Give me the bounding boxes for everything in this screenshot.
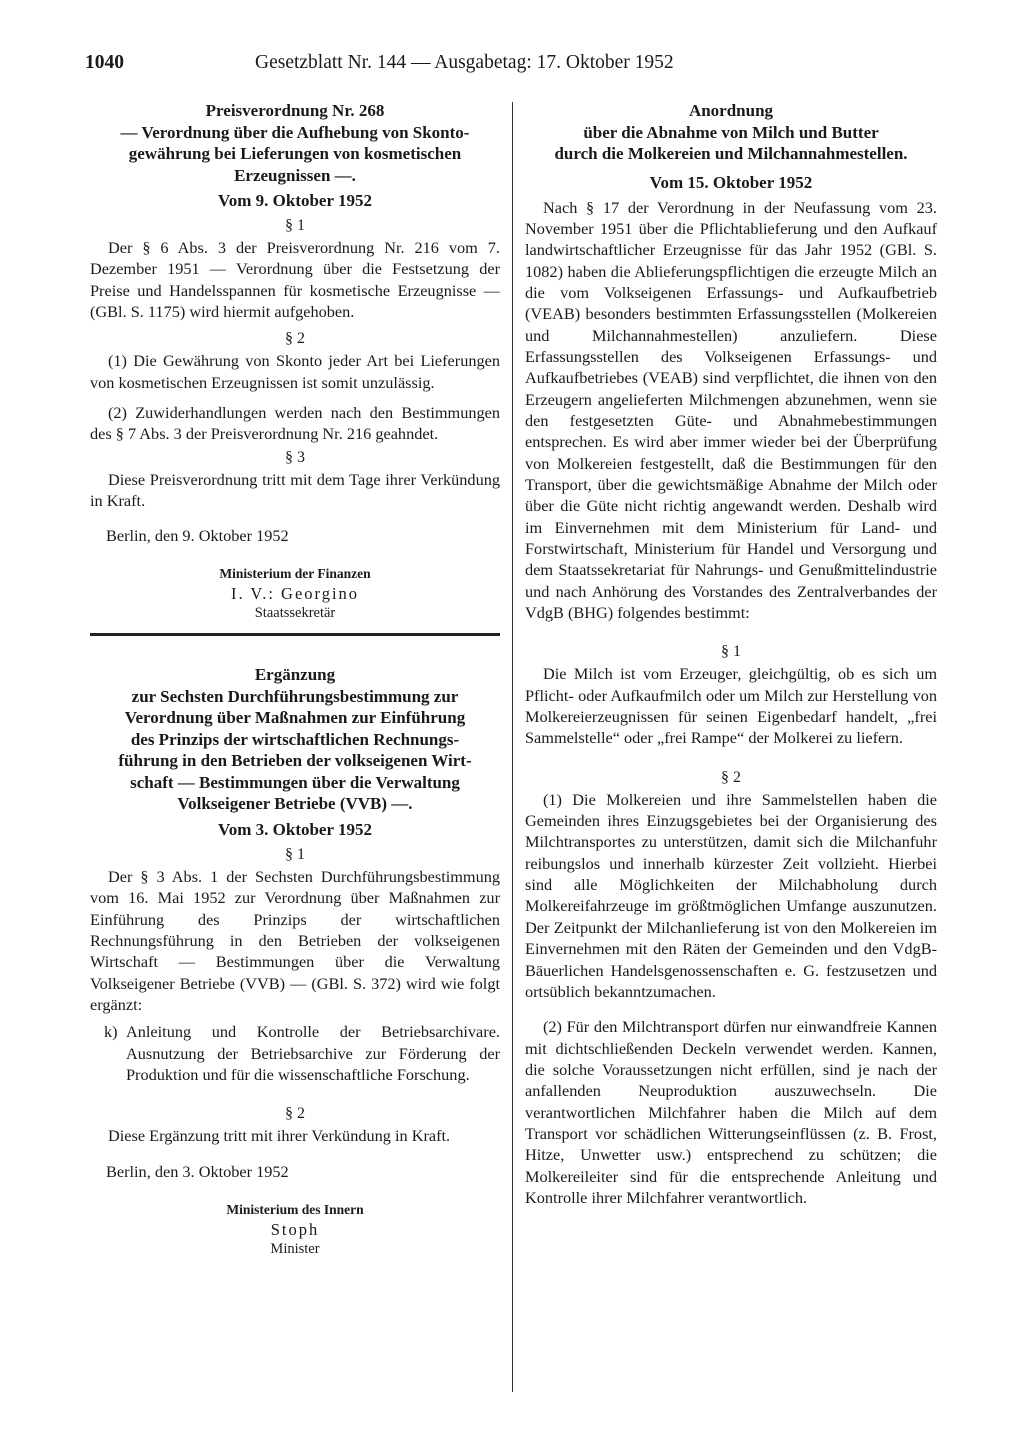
doc-date: Vom 15. Oktober 1952 — [649, 172, 813, 192]
signer-role: Minister — [270, 1240, 320, 1257]
section-heading: § 1 — [721, 643, 741, 661]
place-date: Berlin, den 3. Oktober 1952 — [106, 1161, 289, 1181]
decree-supplement — [90, 664, 500, 1258]
doc-date: Vom 9. Oktober 1952 — [218, 191, 372, 210]
section-text: (1) Die Molkereien und ihre Sammelstellen haben die Gemeinden ihres Einzugsgebietes bei der Organisierung des Milchtransportes zu unterstützen, damit sich die Milchanfuhr reibungslos und innerhalb kürzester Zeit vollzieht. Hierbei sind alle Möglichkeiten der Milchabholung durch Molkereifahrzeuge im größtmöglichen Umfange auszunutzen. Der Zeitpunkt der Milchanlieferung ist von den Molkereien im Einvernehmen mit den Räten der Gemeinden und den VdgB-Bäuerlichen Handelsgenossenschaften e. G. festzusetzen und ortsüblich bekanntzumachen. — [525, 789, 937, 1001]
order-milk-butter — [525, 100, 937, 1208]
section-text: Diese Preisverordnung tritt mit dem Tage ihrer Verkündung in Kraft. — [90, 469, 500, 511]
doc-title: Ergänzung zur Sechsten Durchführungsbestimmung zur Verordnung über Maßnahmen zur Einführung des Prinzips der wirtschaftlichen Rechnungs- führung in den Betrieben der volkseigenen Wirt- schaft — Bestimmungen über die Verwaltung Volkseigener Betriebe (VVB) —. — [118, 665, 472, 814]
right-column — [525, 100, 937, 1208]
signer-name: Stoph — [270, 1219, 320, 1239]
section-text: Der § 3 Abs. 1 der Sechsten Durchführungsbestimmung vom 16. Mai 1952 zur Verordnung über Maßnahmen zur Einführung des Prinzips der wirtschaftlichen Rechnungsführung in den Betrieben der volkseigenen Wirtschaft — Bestimmungen über die Verwaltung Volkseigener Betriebe (VVB) — (GBl. S. 372) wird wie folgt ergänzt: — [90, 866, 500, 1014]
section-text: Die Milch ist vom Erzeuger, gleichgültig, ob es sich um Pflicht- oder Aufkaufmilch oder um Milch zur Herstellung von Molkereierzeugnissen für seinen Eigenbedarf handelt, „frei Sammelstelle“ oder „frei Rampe“ der Molkerei zu liefern. — [525, 664, 937, 748]
ministry-name: Ministerium des Innern — [226, 1201, 364, 1217]
doc-title: Anordnung über die Abnahme von Milch und Butter durch die Molkereien und Milchannahmestellen. — [554, 101, 908, 163]
section-text: (2) Für den Milchtransport dürfen nur einwandfreie Kannen mit dichtschließenden Deckeln verwendet werden. Kannen, die solche Voraussetzungen nicht erfüllen, sind je nach der anfallenden Neuproduktion auszuwechseln. Die verantwortlichen Milchfahrer haben die Milch auf dem Transport vor schädlichen Witterungseinflüssen (z. B. Frost, Hitze, Unwetter usw.) entsprechend zu schützen; die Molkereileiter sind für die entsprechende Anleitung und Kontrolle ihrer Milchfahrer verantwortlich. — [525, 1017, 937, 1207]
section-heading: § 2 — [721, 768, 741, 786]
section-text: (2) Zuwiderhandlungen werden nach den Bestimmungen des § 7 Abs. 3 der Preisverordnung Nr. 216 geahndet. — [90, 403, 500, 444]
list-item — [90, 1021, 500, 1085]
section-heading: § 1 — [285, 845, 305, 863]
place-date: Berlin, den 9. Oktober 1952 — [106, 526, 289, 546]
section-text: (1) Die Gewährung von Skonto jeder Art bei Lieferungen von kosmetischen Erzeugnissen ist somit unzulässig. — [90, 351, 500, 392]
item-text: Anleitung und Kontrolle der Betriebsarchivare. Ausnutzung der Betriebsarchive zur Förderung der Produktion und für die wissenschaftliche Forschung. — [126, 1022, 500, 1085]
preamble-text: Nach § 17 der Verordnung in der Neufassung vom 23. November 1951 über die Pflichtablieferung und den Aufkauf landwirtschaftlicher Erzeugnisse für das Jahr 1952 (GBl. S. 1082) haben die Ablieferungspflichtigen die erzeugte Milch an die vom Volkseigenen Erfassungs- und Aufkaufbetrieb (VEAB) besonders bestimmten Erfassungsstellen (Molkereien und Milchannahmestellen) anzuliefern. Diese Erfassungsstellen des Volkseigenen Erfassungs- und Aufkaufbetriebes (VEAB) sind verpflichtet, die ihnen von den Erzeugern angelieferten Milchmengen abzunehmen, wenn sie den festgesetzten Güte- und Abnahmebestimmungen entsprechen. Es wird aber immer wieder bei der Überprüfung von Molkereien festgestellt, daß die Bestimmungen für den Transport, über die gewichtsmäßige Abnahme der Milch oder über die Güte nicht richtig angewandt werden. Deshalb wird im Einvernehmen mit dem Ministerium für Land- und Forstwirtschaft, Ministerium für Handel und Versorgung und dem Staatssekretariat für Nahrungs- und Genußmittelindustrie und nach Anhörung des Vorstandes des Zentralverbandes der VdgB (BHG) folgendes bestimmt: — [525, 197, 937, 623]
section-separator — [90, 633, 500, 636]
page-header — [85, 52, 730, 78]
left-column — [90, 100, 500, 1259]
section-heading: § 3 — [285, 448, 305, 466]
section-heading: § 2 — [285, 1105, 305, 1123]
signer-role: Staatssekretär — [254, 605, 336, 622]
section-text: Diese Ergänzung tritt mit ihrer Verkündung in Kraft. — [108, 1126, 451, 1146]
gazette-title: Gesetzblatt Nr. 144 — Ausgabetag: 17. Oktober 1952 — [255, 52, 674, 73]
doc-date: Vom 3. Oktober 1952 — [218, 819, 372, 839]
signer-name: I. V.: Georgino — [230, 584, 360, 604]
section-heading: § 1 — [285, 217, 305, 234]
column-divider — [512, 102, 513, 1392]
doc-title: Preisverordnung Nr. 268 — Verordnung über die Aufhebung von Skonto- gewährung bei Lieferungen von kosmetischen Erzeugnissen —. — [120, 101, 470, 185]
page-number: 1040 — [85, 52, 124, 73]
decree-price-regulation — [90, 100, 500, 623]
ministry-name: Ministerium der Finanzen — [219, 566, 371, 582]
item-label: k) — [104, 1022, 118, 1042]
section-text: Der § 6 Abs. 3 der Preisverordnung Nr. 216 vom 7. Dezember 1951 — Verordnung über die Festsetzung der Preise und Handelsspannen für kosmetische Erzeugnisse — (GBl. S. 1175) wird hiermit aufgehoben. — [90, 238, 500, 322]
section-heading: § 2 — [285, 330, 305, 348]
